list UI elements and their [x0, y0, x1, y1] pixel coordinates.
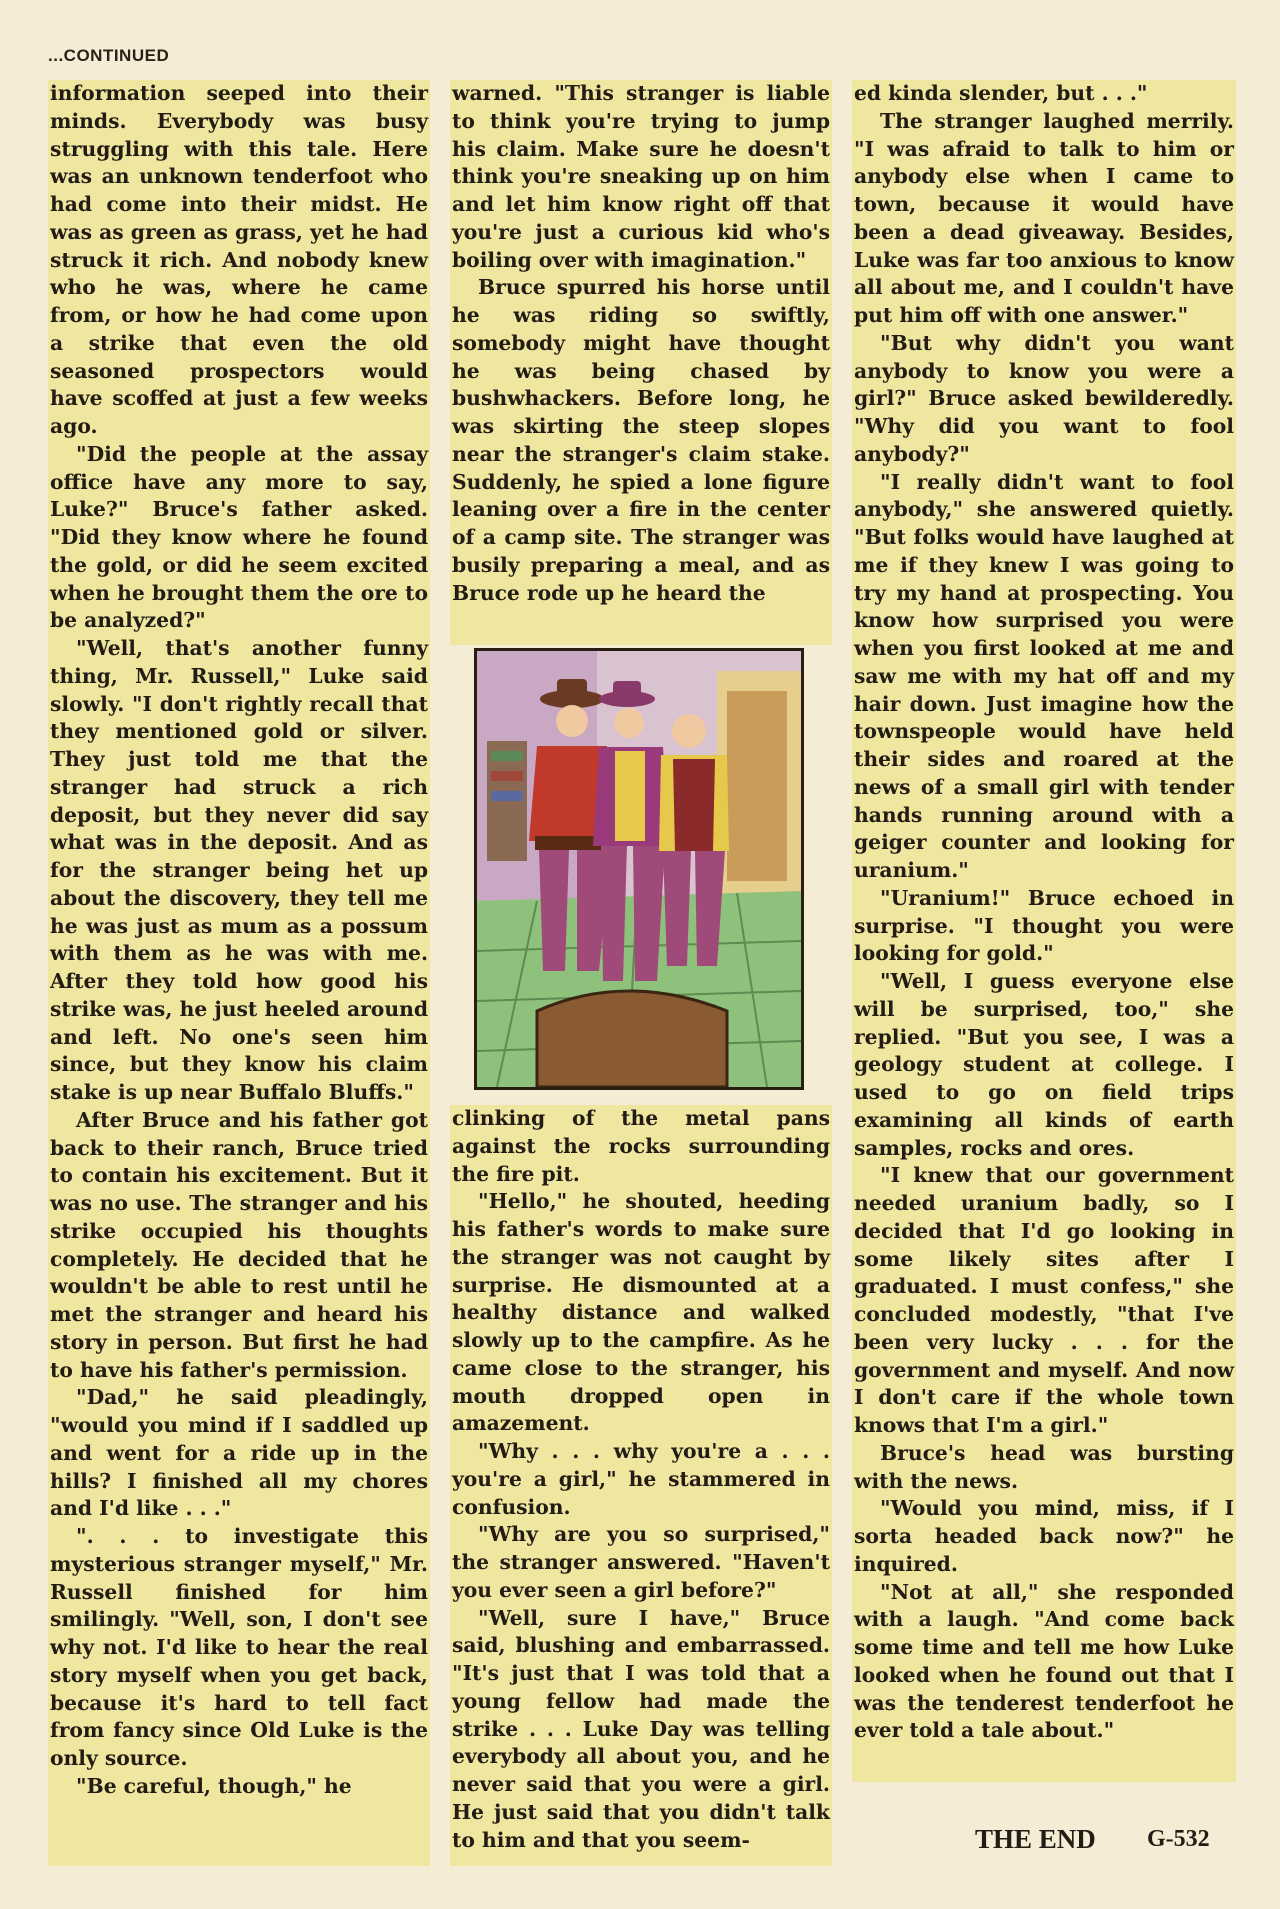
paragraph: Bruce spurred his horse until he was riding so swiftly, somebody might have thought he was being chased by bushwhackers. Before long, he was skirting the steep slopes near the stranger's claim stake. Suddenly, he spied a lone figure leaning over a fire in the center of a camp site. The stranger was busily preparing a meal, and as Bruce rode up he heard the: [452, 275, 830, 605]
paragraph: "But why didn't you want anybody to know you were a girl?" Bruce asked bewilderedly. "Why did you want to fool anybody?": [854, 330, 1234, 466]
paragraph: information seeped into their minds. Everybody was busy struggling with this tale. Here was an unknown tenderfoot who had come into their midst. He was as green as grass, yet he had struck it rich. And nobody knew who he was, where he came from, or how he had come upon a strike that even the old seasoned prospectors would have scoffed at just a few weeks ago.: [50, 81, 428, 438]
paragraph: "I really didn't want to fool anybody," she answered quietly. "But folks would have laughed at me if they knew I was going to try my hand at prospecting. You know how surprised you were when you first looked at me and saw me with my hat off and my hair down. Just imagine how the townspeople would have held their sides and roared at the news of a small girl with tender hands running around with a geiger counter and looking for uranium.": [854, 469, 1234, 882]
paragraph: "Hello," he shouted, heeding his father's words to make sure the stranger was not caught by surprise. He dismounted at a healthy distance and walked slowly up to the campfire. As he came close to the stranger, his mouth dropped open in amazement.: [452, 1189, 830, 1436]
paragraph: "Why are you so surprised," the stranger answered. "Haven't you ever seen a girl before?": [452, 1522, 830, 1602]
text-column-3: [852, 80, 1236, 1782]
paragraph: "Did the people at the assay office have any more to say, Luke?" Bruce's father asked. "Did they know where he found the gold, or did he seem excited when he brought them the ore to be analyzed?": [50, 441, 428, 633]
paragraph: "Well, that's another funny thing, Mr. Russell," Luke said slowly. "I don't rightly recall that they mentioned gold or silver. They just told me that the stranger had struck a rich deposit, but they never did say what was in the deposit. And as for the stranger being het up about the discovery, they tell me he was just as mum as a possum with them as he was with me. After they told how good his strike was, he just heeled around and left. No one's seen him since, but they know his claim stake is up near Buffalo Bluffs.": [50, 636, 428, 1104]
paragraph: "Why . . . why you're a . . . you're a girl," he stammered in confusion.: [452, 1439, 830, 1519]
paragraph: "Well, sure I have," Bruce said, blushing and embarrassed. "It's just that I was told that a young fellow had made the strike . . . Luke Day was telling everybody all about you, and he never said that you were a girl. He just said that you didn't talk to him and that you seem-: [452, 1605, 830, 1852]
text-column-1: [48, 80, 430, 1866]
paragraph: "Uranium!" Bruce echoed in surprise. "I thought you were looking for gold.": [854, 885, 1234, 966]
continued-header: ...CONTINUED: [48, 46, 170, 65]
paragraph: ". . . to investigate this mysterious stranger myself," Mr. Russell finished for him smilingly. "Well, son, I don't see why not. I'd like to hear the real story myself when you get back, because it's hard to tell fact from fancy since Old Luke is the only source.: [50, 1524, 428, 1770]
paragraph: warned. "This stranger is liable to think you're trying to jump his claim. Make sure he doesn't think you're sneaking up on him and let him know right off that you're just a curious kid who's boiling over with imagination.": [452, 81, 830, 272]
three-cowboys-image: [477, 651, 801, 1087]
paragraph: ed kinda slender, but . . .": [854, 81, 1148, 105]
the-end-label: THE END: [975, 1824, 1096, 1854]
paragraph: "Not at all," she responded with a laugh. "And come back some time and tell me how Luke looked when he found out that I was the tenderest tenderfoot he ever told a tale about.": [854, 1579, 1234, 1743]
text-column-2-top: [450, 80, 832, 645]
paragraph: "Well, I guess everyone else will be surprised, too," she replied. "But you see, I was a geology student at college. I used to go on field trips examining all kinds of earth samples, rocks and ores.: [854, 969, 1234, 1160]
paragraph: After Bruce and his father got back to their ranch, Bruce tried to contain his excitement. But it was no use. The stranger and his strike occupied his thoughts completely. He decided that he wouldn't be able to rest until he met the stranger and heard his story in person. But first he had to have his father's permission.: [50, 1107, 428, 1382]
comic-panel-illustration: [474, 648, 804, 1090]
paragraph: "Would you mind, miss, if I sorta headed back now?" he inquired.: [854, 1496, 1234, 1576]
page-code: G-532: [1147, 1826, 1210, 1852]
text-column-2-bottom: [450, 1105, 832, 1866]
paragraph: "I knew that our government needed uranium badly, so I decided that I'd go looking in some likely sites after I graduated. I must confess," she concluded modestly, "that I've been very lucky . . . for the government and myself. And now I don't care if the whole town knows that I'm a girl.": [854, 1163, 1234, 1437]
paragraph: "Dad," he said pleadingly, "would you mind if I saddled up and went for a ride up in the hills? I finished all my chores and I'd like . . .": [50, 1385, 428, 1521]
paragraph: "Be careful, though," he: [76, 1773, 352, 1798]
paragraph: clinking of the metal pans against the rocks surrounding the fire pit.: [452, 1106, 830, 1186]
paragraph: Bruce's head was bursting with the news.: [854, 1440, 1234, 1493]
paragraph: The stranger laughed merrily. "I was afraid to talk to him or anybody else when I came to town, because it would have been a dead giveaway. Besides, Luke was far too anxious to know all about me, and I couldn't have put him off with one answer.": [854, 108, 1234, 327]
